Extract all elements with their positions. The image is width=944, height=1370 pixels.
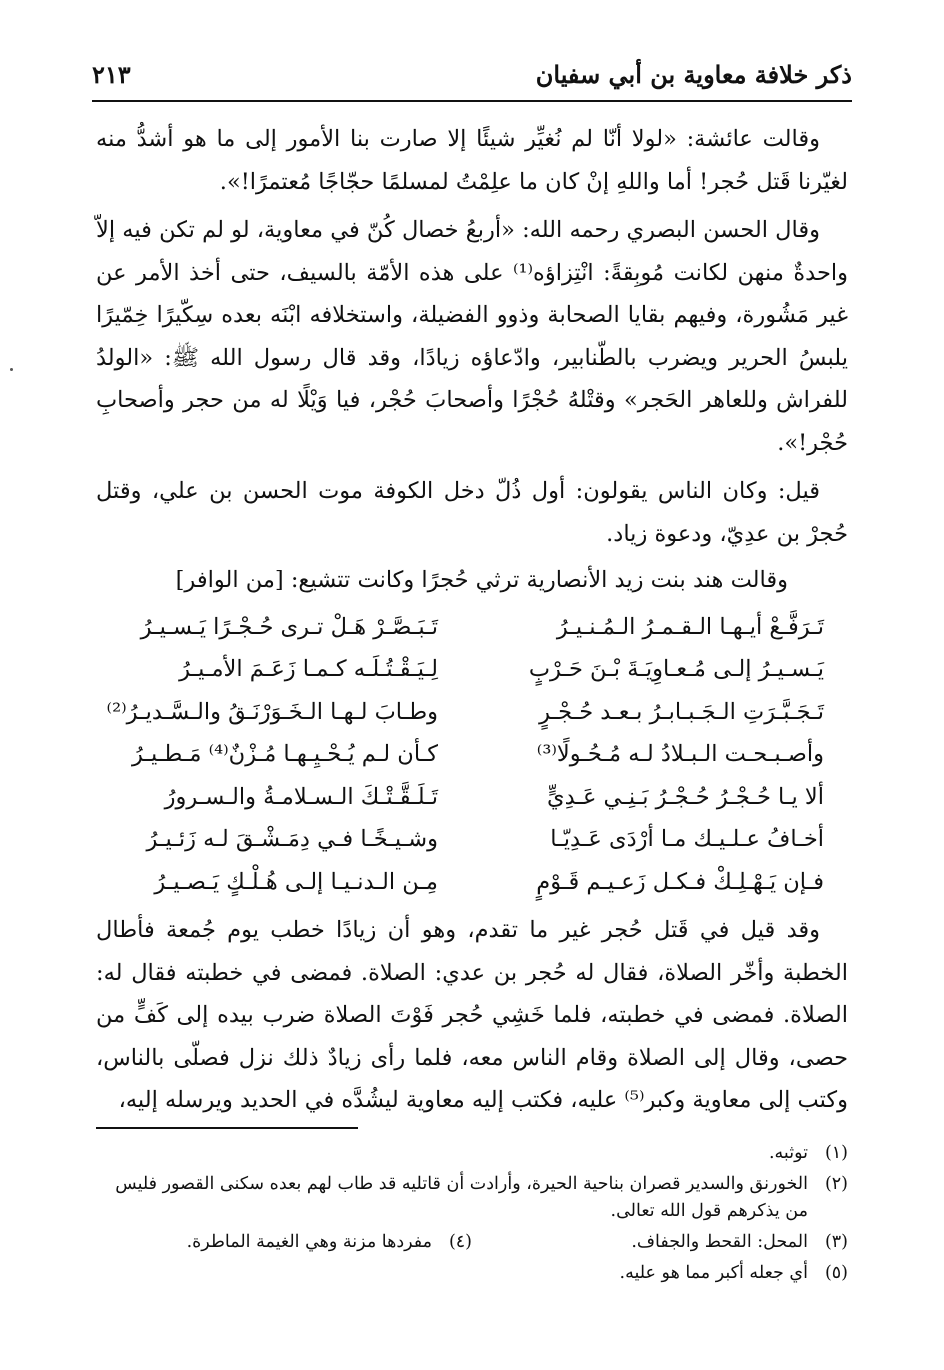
- poem-line: [96, 776, 848, 819]
- poem-second-hemistich: تَـبَـصَّـرْ هَـلْ تـرى حُـجْـرًا يَـسـيـرُ: [140, 613, 438, 640]
- footnote-number: (١): [824, 1143, 848, 1163]
- footnote: [472, 1229, 848, 1256]
- paragraph-people-said: قيل: وكان الناس يقولون: أول ذُلّ دخل الكوفة موت الحسن بن علي، وقتل حُجرْ بن عدِيّ، ودعوة زياد.: [96, 478, 848, 547]
- footnote-rule: [96, 1127, 358, 1129]
- footnote-number: (٥): [824, 1263, 848, 1283]
- poem-first-hemistich: تَـرَفَّـعْ أيـهـا الـقـمـرُ الـمُـنـيـرُ: [556, 613, 824, 640]
- poem-first-hemistich: يَـسـيـرُ إلـى مُـعـاوِيَـةَ بْـنَ حَـرْبٍ: [528, 656, 824, 682]
- footnote: [96, 1260, 848, 1287]
- poem-first-hemistich: تَـجَـبَّـرَتِ الـجَـبـابـرُ بـعـد حُـجْـرٍ: [539, 698, 824, 725]
- footnote-text: مفردها مزنة وهي الغيمة الماطرة.: [186, 1232, 432, 1252]
- footnote-number: (٣): [824, 1232, 848, 1252]
- header-rule: [92, 100, 852, 102]
- poem-first-hemistich: وأصـبـحـت الـبـلادُ لـه مُـحُـولًا⁽³⁾: [536, 741, 824, 767]
- footnote-number: (٢): [824, 1174, 848, 1194]
- footnote-number: (٤): [448, 1232, 472, 1252]
- footnote-pair: [96, 1229, 848, 1256]
- margin-mark: [10, 368, 13, 371]
- footnotes: [96, 1140, 848, 1287]
- poem-line: [96, 733, 848, 776]
- poem-second-hemistich: تَـلَـقَّـتْـكَ الـسـلامـةُ والـسـرورُ: [164, 783, 438, 810]
- poem-line: [96, 606, 848, 649]
- poem-line: [96, 818, 848, 861]
- footnote: [96, 1140, 848, 1167]
- main-text: [96, 118, 848, 1122]
- footnote: [96, 1171, 848, 1225]
- page-number: ٢١٣: [92, 60, 131, 89]
- poem-line: [96, 861, 848, 904]
- poem-first-hemistich: أخـافُ عـلـيـك مـا أرْدَى عَـدِيّـا: [550, 826, 824, 852]
- verse-intro: وقالت هند بنت زيد الأنصارية ترثي حُجرًا وكانت تتشيع: [من الوافر]: [175, 567, 788, 593]
- paragraph-aisha: وقالت عائشة: «لولا أنّا لم نُغيِّر شيئًا إلا صارت بنا الأمور إلى ما هو أشدُّ منه لغيّرنا قَتل حُجر! أما واللهِ إنْ كان ما علِمْتُ لمسلمًا حجّاجًا مُعتمرًا!».: [96, 126, 848, 195]
- footnote: [96, 1229, 472, 1256]
- paragraph-hasan-basri: وقال الحسن البصري رحمه الله: «أربعُ خصال كُنّ في معاوية، لو لم تكن فيه إلاّ واحدةٌ منهن لكانت مُوبِقةً: انْتِزاؤه⁽¹⁾ على هذه الأمّة بالسيف، حتى أخذ الأمر عن غير مَشُورة، وفيهم بقايا الصحابة وذوو الفضيلة، واستخلافه ابْنَه بعده سِكّيرًا خِمّيرًا يلبسُ الحرير ويضرب بالطّنابير، وادّعاؤه زيادًا، وقد قال رسول الله ﷺ: «الولدُ للفراش وللعاهر الحَجر» وقتْلهُ حُجْرًا وأصحابَ حُجْر، فيا وَيْلًا له من حجر وأصحابِ حُجْر!».: [96, 217, 848, 456]
- poem-first-hemistich: فـإن يَـهْـلِـكْ فـكـل زَعـيـم قَـوْمٍ: [536, 868, 824, 895]
- poem-line: [96, 691, 848, 734]
- poem-second-hemistich: لِـيَـقْـتُـلَـه كـمـا زَعَـمَ الأمـيـرُ: [179, 656, 438, 682]
- footnote-text: توثبه.: [768, 1143, 808, 1163]
- poem-second-hemistich: كـأن لـم يُـحْـيِـهـا مُـزْنٌ⁽⁴⁾ مَـطـيـرُ: [131, 741, 438, 767]
- footnote-text: المحل: القحط والجفاف.: [631, 1232, 808, 1252]
- poem-first-hemistich: ألا يـا حُـجْـرُ حُـجْـرُ بَـنِـي عَـدِيٍّ: [546, 783, 824, 810]
- poem-second-hemistich: وطـابَ لـهـا الـخَـوَرْنَـقُ والـسَّـديـرُ⁽²⁾: [106, 698, 438, 725]
- paragraph-other-account: وقد قيل في قَتل حُجر غير ما تقدم، وهو أن زيادًا خطب يوم جُمعة فأطال الخطبة وأخّر الصلاة، فقال له حُجر بن عدي: الصلاة. فمضى في خطبته فقال له: الصلاة. فمضى في خطبته، فلما خَشِي حُجر فَوْتَ الصلاة ضرب بيده إلى كَفٍّ من حصى، وقال إلى الصلاة وقام الناس معه، فلما رأى زيادٌ ذلك نزل فصلّى بالناس، وكتب إلى معاوية وكبر⁽⁵⁾ عليه، فكتب إليه معاوية ليشُدَّه في الحديد ويرسله إليه،: [96, 917, 848, 1113]
- footnote-text: الخورنق والسدير قصران بناحية الحيرة، وأرادت أن قاتليه قد طاب لهم بعده سكنى القصور فليس من يذكرهم قول الله تعالى.: [115, 1174, 808, 1221]
- poem-line: [96, 648, 848, 691]
- page-header: [92, 52, 852, 100]
- running-title: ذكر خلافة معاوية بن أبي سفيان: [535, 60, 852, 89]
- poem-second-hemistich: مِـن الـدنـيـا إلـى هُـلْـكٍ يَـصـيـرُ: [154, 868, 438, 895]
- poem: [96, 606, 848, 904]
- poem-second-hemistich: وشـيـخًـا فـي دِمَـشْـقَ لـه زَئـيـرُ: [146, 826, 438, 852]
- footnote-text: أي جعله أكبر مما هو عليه.: [619, 1263, 808, 1283]
